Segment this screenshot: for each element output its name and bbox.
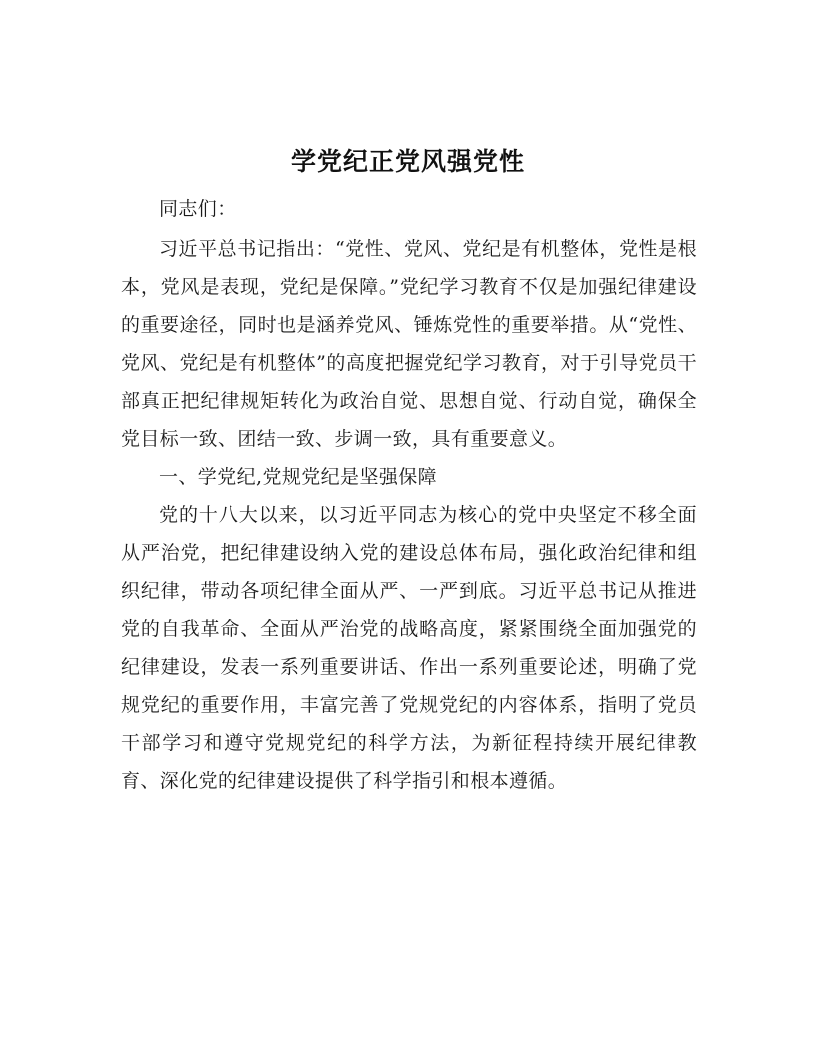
paragraph-section-one: 党的十八大以来，以习近平同志为核心的党中央坚定不移全面从严治党，把纪律建设纳入党的建设总体布局，强化政治纪律和组织纪律，带动各项纪律全面从严、一严到底。习近平总书记从推进党的自我革命、全面从严治党的战略高度，紧紧围绕全面加强党的纪律建设，发表一系列重要讲话、作出一系列重要论述，明确了党规党纪的重要作用，丰富完善了党规党纪的内容体系，指明了党员干部学习和遵守党规党纪的科学方法，为新征程持续开展纪律教育、深化党的纪律建设提供了科学指引和根本遵循。 bbox=[121, 504, 697, 792]
section-heading: 一、学党纪,党规党纪是坚强保障 bbox=[159, 466, 438, 488]
paragraph-intro: 习近平总书记指出：“党性、党风、党纪是有机整体，党性是根本，党风是表现，党纪是保障。”党纪学习教育不仅是加强纪律建设的重要途径，同时也是涵养党风、锤炼党性的重要举措。从“党性、党风、党纪是有机整体”的高度把握党纪学习教育，对于引导党员干部真正把纪律规矩转化为政治自觉、思想自觉、行动自觉，确保全党目标一致、团结一致、步调一致，具有重要意义。 bbox=[121, 238, 697, 450]
document-title: 学党纪正党风强党性 bbox=[290, 147, 525, 176]
document-body bbox=[121, 190, 697, 800]
greeting: 同志们： bbox=[159, 198, 237, 220]
